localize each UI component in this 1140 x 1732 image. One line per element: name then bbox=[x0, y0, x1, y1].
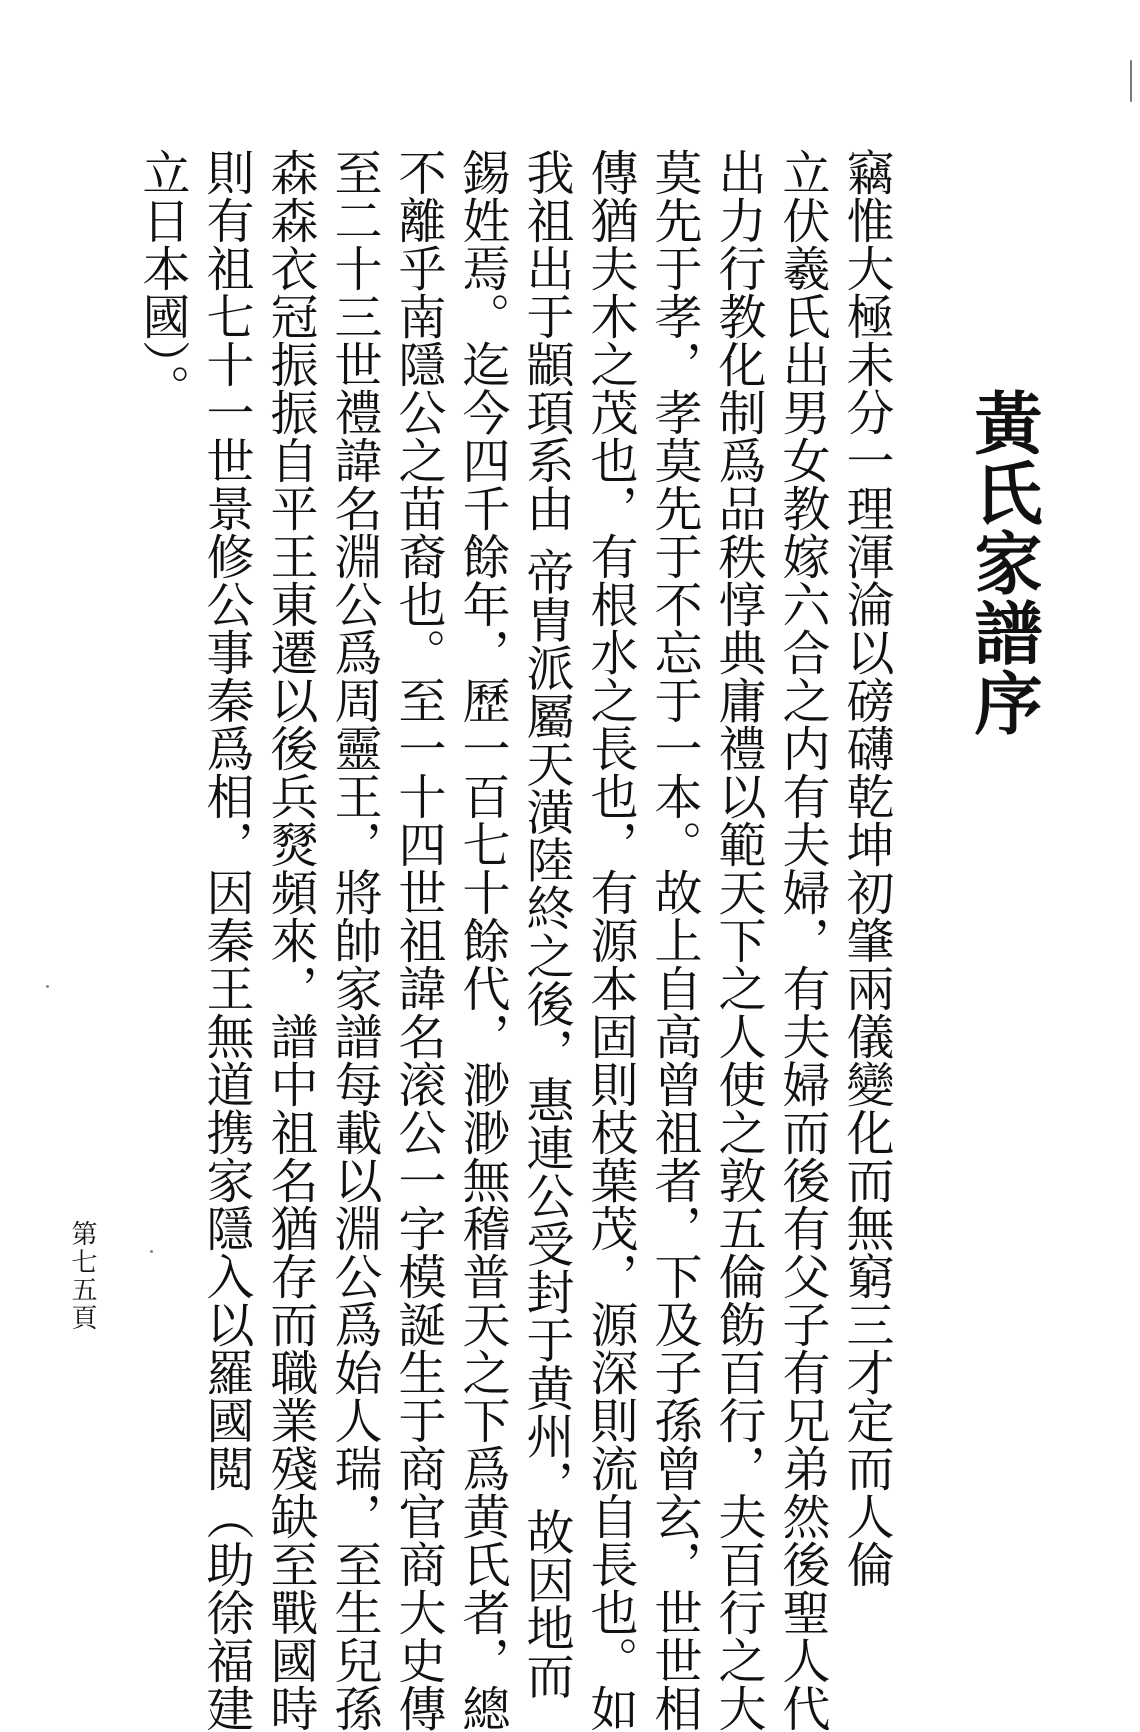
scan-dot bbox=[150, 1250, 153, 1253]
page-number: 第七五頁 bbox=[67, 1220, 97, 1332]
scan-mark bbox=[1130, 60, 1132, 102]
scan-dot bbox=[46, 985, 49, 988]
text-column: 森森衣冠振振自平王東遷以後兵燹頻來，譜中祖名猶存而職業殘缺至戰國時 bbox=[262, 148, 318, 1732]
text-column: 我祖出于顓頊系由 帝胄派屬天潢陸終之後，惠連公受封于黄州，故因地而 bbox=[518, 148, 574, 1700]
text-column: 傳猶夫木之茂也，有根水之長也，有源本固則枝葉茂，源深則流自長也。如 bbox=[582, 148, 638, 1732]
text-column: 立伏羲氏出男女教嫁六合之内有夫婦，有夫婦而後有父子有兄弟然後聖人代 bbox=[774, 148, 830, 1732]
text-column: 不離乎南隱公之苗裔也。至一十四世祖諱名滚公一字模誕生于商官商大史傳 bbox=[390, 148, 446, 1732]
text-column: 莫先于孝，孝莫先于不忘于一本。故上自高曾祖者，下及子孫曾玄，世世相 bbox=[646, 148, 702, 1732]
text-column: 錫姓焉。迄今四千餘年，歷一百七十餘代，渺渺無稽普天之下爲黄氏者，總 bbox=[454, 148, 510, 1732]
text-column: 則有祖七十一世景修公事秦爲相，因秦王無道携家隱入以羅國閲（助徐福建 bbox=[198, 148, 254, 1732]
text-column: 至二十三世禮諱名淵公爲周靈王，將帥家譜每載以淵公爲始人瑞，至生兒孫 bbox=[326, 148, 382, 1732]
document-title: 黃氏家譜序 bbox=[963, 388, 1043, 738]
text-column: 竊惟大極未分一理渾淪以磅礴乾坤初肇兩儀變化而無窮三才定而人倫 bbox=[838, 148, 894, 1588]
text-column: 立日本國）。 bbox=[134, 148, 190, 412]
text-column: 出力行教化制爲品秩惇典庸禮以範天下之人使之敦五倫飭百行，夫百行之大 bbox=[710, 148, 766, 1732]
